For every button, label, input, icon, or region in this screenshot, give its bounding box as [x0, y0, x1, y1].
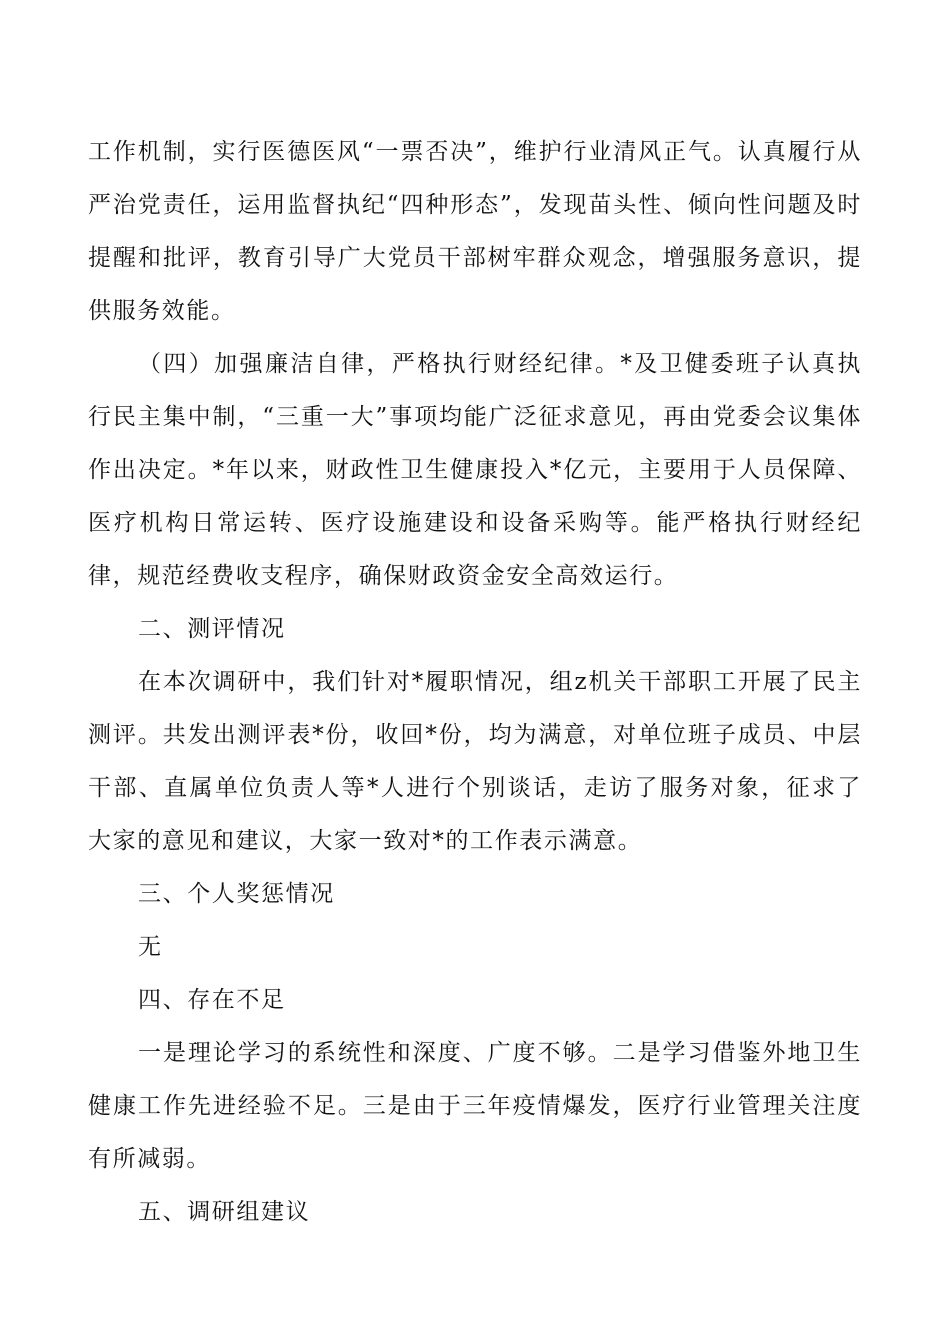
- paragraph-work-mechanism: 工作机制，实行医德医风“一票否决”，维护行业清风正气。认真履行从严治党责任，运用监督执纪“四种形态”，发现苗头性、倾向性问题及时提醒和批评，教育引导广大党员干部树牢群众观念，增强服务意识，提供服务效能。: [88, 139, 862, 324]
- document-page: [88, 126, 862, 1239]
- paragraph-integrity-discipline: （四）加强廉洁自律，严格执行财经纪律。*及卫健委班子认真执行民主集中制，“三重一大”事项均能广泛征求意见，再由党委会议集体作出决定。*年以来，财政性卫生健康投入*亿元，主要用于人员保障、医疗机构日常运转、医疗设施建设和设备采购等。能严格执行财经纪律，规范经费收支程序，确保财政资金安全高效运行。: [88, 351, 862, 589]
- section-heading-rewards: 三、个人奖惩情况: [138, 881, 335, 907]
- paragraph-shortcomings: 一是理论学习的系统性和深度、广度不够。二是学习借鉴外地卫生健康工作先进经验不足。三是由于三年疫情爆发，医疗行业管理关注度有所减弱。: [88, 1040, 862, 1172]
- section-heading-suggestions: 五、调研组建议: [138, 1199, 311, 1225]
- paragraph-evaluation: 在本次调研中，我们针对*履职情况，组z机关干部职工开展了民主测评。共发出测评表*份，收回*份，均为满意，对单位班子成员、中层干部、直属单位负责人等*人进行个别谈话，走访了服务对象，征求了大家的意见和建议，大家一致对*的工作表示满意。: [88, 669, 862, 854]
- section-heading-shortcomings: 四、存在不足: [138, 987, 286, 1013]
- rewards-value: 无: [138, 934, 163, 960]
- section-heading-evaluation: 二、测评情况: [138, 616, 286, 642]
